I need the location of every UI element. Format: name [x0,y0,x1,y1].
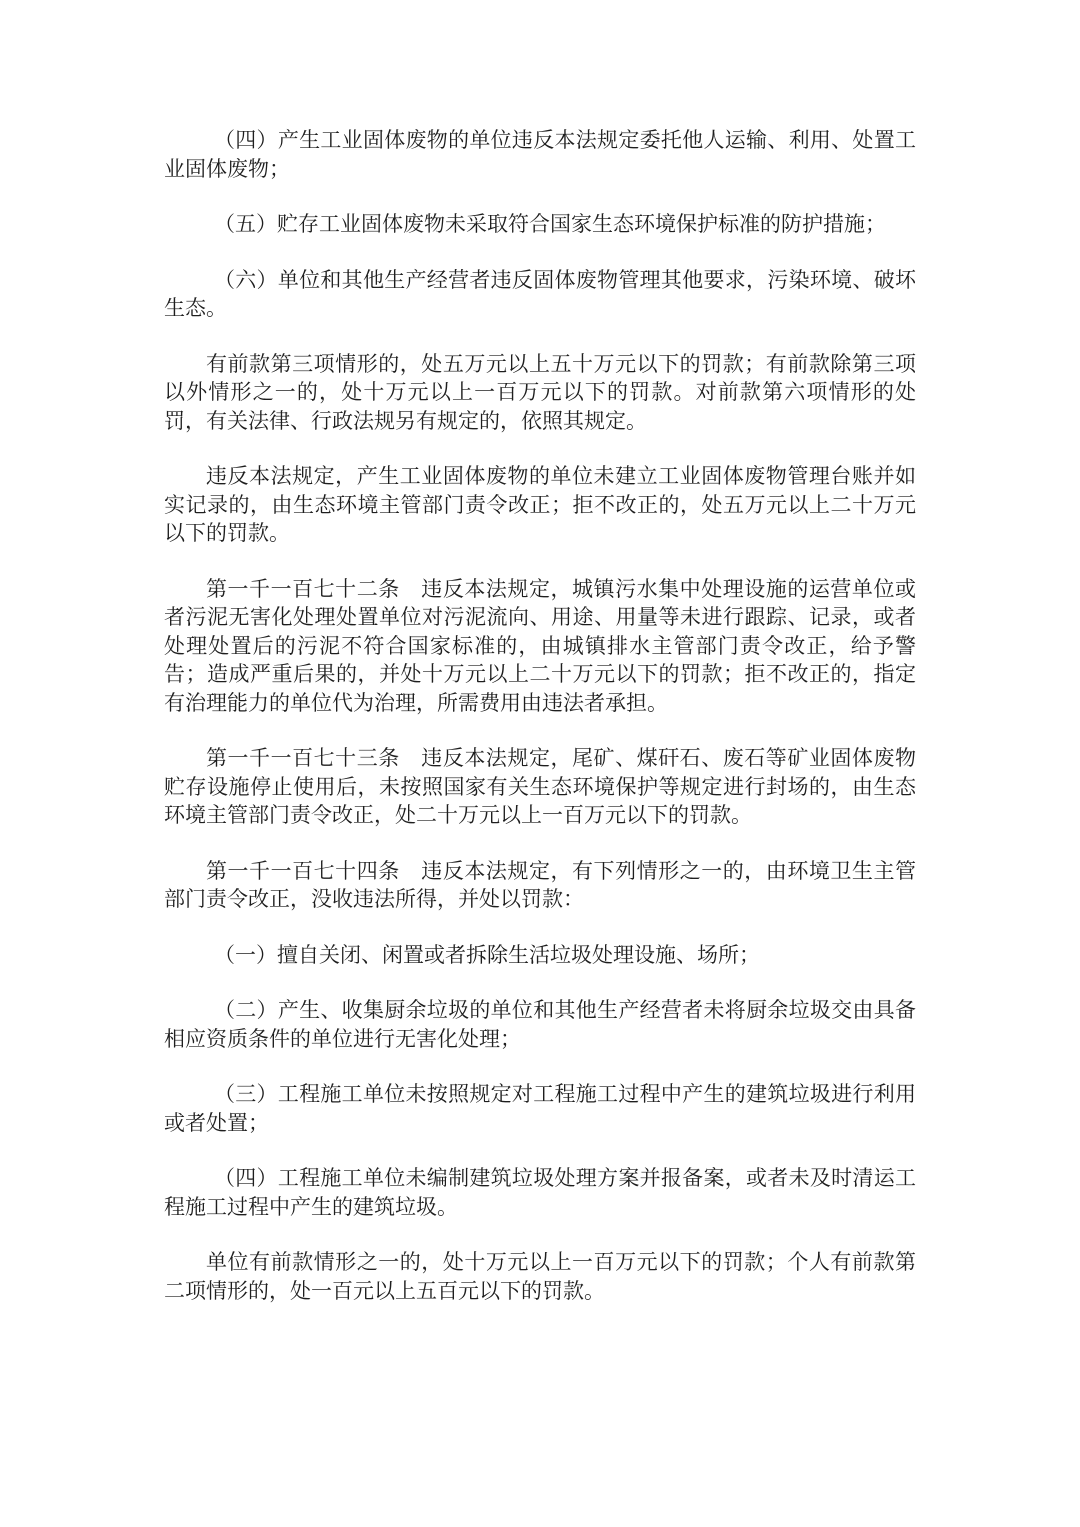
list-item-4-industrial-waste-entrusted: （四）产生工业固体废物的单位违反本法规定委托他人运输、利用、处置工业固体废物； [164,128,916,181]
list-item-4-construction-waste-plan: （四）工程施工单位未编制建筑垃圾处理方案并报备案，或者未及时清运工程施工过程中产生的建筑垃圾。 [164,1166,916,1219]
article-1174: 第一千一百七十四条 违反本法规定，有下列情形之一的，由环境卫生主管部门责令改正，没收违法所得，并处以罚款： [164,858,916,911]
list-item-3-construction-waste-use: （三）工程施工单位未按照规定对工程施工过程中产生的建筑垃圾进行利用或者处置； [164,1082,916,1135]
list-item-1-facility-closure: （一）擅自关闭、闲置或者拆除生活垃圾处理设施、场所； [214,942,760,967]
list-item-6-other-requirements: （六）单位和其他生产经营者违反固体废物管理其他要求，污染环境、破坏生态。 [164,267,916,320]
paragraph-penalty-amounts: 有前款第三项情形的，处五万元以上五十万元以下的罚款；有前款除第三项以外情形之一的，处十万元以上一百万元以下的罚款。对前款第六项情形的处罚，有关法律、行政法规另有规定的，依照其规定。 [164,351,916,433]
list-item-5-industrial-waste-storage: （五）贮存工业固体废物未采取符合国家生态环境保护标准的防护措施； [214,212,886,236]
paragraph-final-penalties: 单位有前款情形之一的，处十万元以上一百万元以下的罚款；个人有前款第二项情形的，处一百元以上五百元以下的罚款。 [164,1250,916,1303]
document-body [164,126,916,1332]
article-1173: 第一千一百七十三条 违反本法规定，尾矿、煤矸石、废石等矿业固体废物贮存设施停止使用后，未按照国家有关生态环境保护等规定进行封场的，由生态环境主管部门责令改正，处二十万元以上一百万元以下的罚款。 [164,746,916,827]
article-1172: 第一千一百七十二条 违反本法规定，城镇污水集中处理设施的运营单位或者污泥无害化处理处置单位对污泥流向、用途、用量等未进行跟踪、记录，或者处理处置后的污泥不符合国家标准的，由城镇排水主管部门责令改正，给予警告；造成严重后果的，并处十万元以上二十万元以下的罚款；拒不改正的，指定有治理能力的单位代为治理，所需费用由违法者承担。 [164,576,916,715]
paragraph-ledger-requirement: 违反本法规定，产生工业固体废物的单位未建立工业固体废物管理台账并如实记录的，由生态环境主管部门责令改正；拒不改正的，处五万元以上二十万元以下的罚款。 [164,464,916,545]
list-item-2-kitchen-waste: （二）产生、收集厨余垃圾的单位和其他生产经营者未将厨余垃圾交由具备相应资质条件的单位进行无害化处理； [164,998,916,1051]
